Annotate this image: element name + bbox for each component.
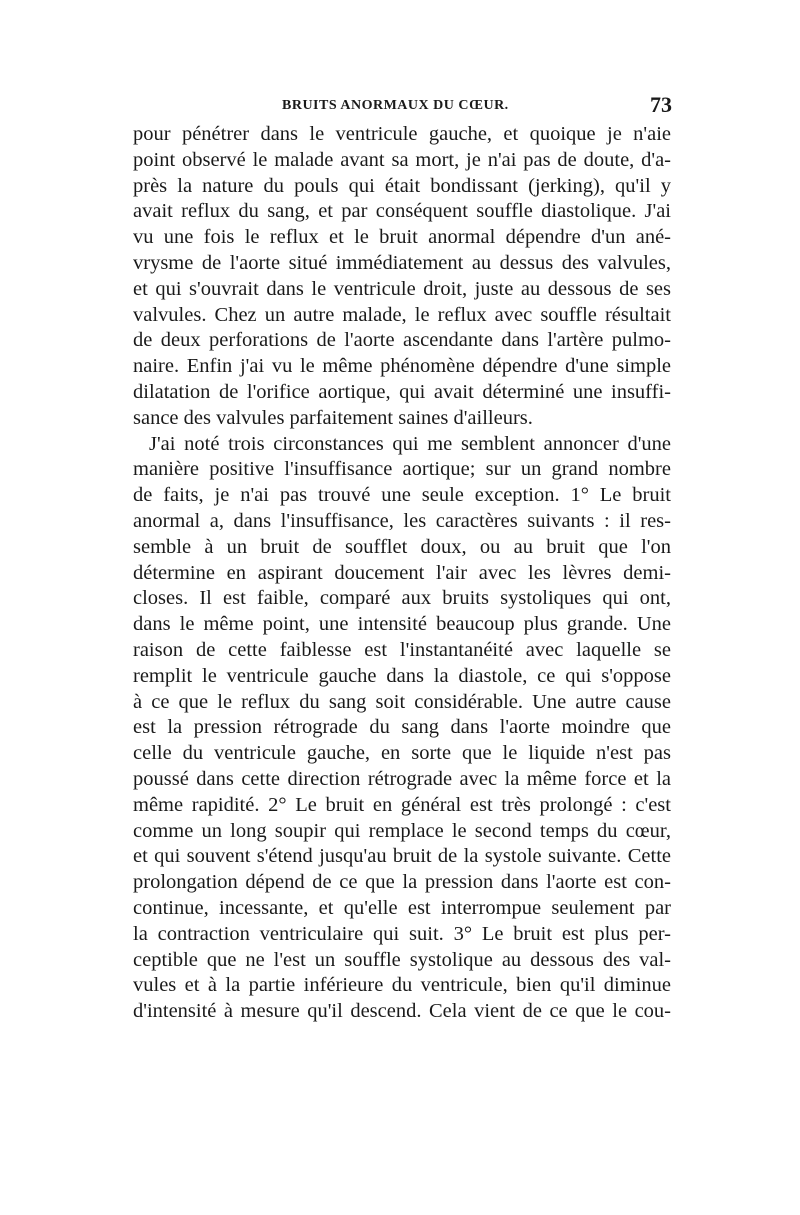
body-text xyxy=(133,122,671,1025)
text-line: vules et à la partie inférieure du ventricule, bien qu'il diminue xyxy=(133,974,671,997)
text-line: remplit le ventricule gauche dans la diastole, ce qui s'oppose xyxy=(133,664,671,687)
text-line: closes. Il est faible, comparé aux bruits systoliques qui ont, xyxy=(133,587,671,610)
text-line: anormal a, dans l'insuffisance, les caractères suivants : il res- xyxy=(133,509,671,532)
running-head xyxy=(132,94,672,118)
text-line: sance des valvules parfaitement saines d'ailleurs. xyxy=(133,406,533,429)
text-line: point observé le malade avant sa mort, je n'ai pas de doute, d'a- xyxy=(133,148,671,171)
text-line: de deux perforations de l'aorte ascendante dans l'artère pulmo- xyxy=(133,329,671,352)
text-line: de faits, je n'ai pas trouvé une seule exception. 1° Le bruit xyxy=(133,484,671,507)
text-line: dilatation de l'orifice aortique, qui avait déterminé une insuffi- xyxy=(133,380,671,403)
text-line: continue, incessante, et qu'elle est interrompue seulement par xyxy=(133,896,671,919)
text-line: et qui souvent s'étend jusqu'au bruit de la systole suivante. Cette xyxy=(133,845,671,868)
page-number: 73 xyxy=(650,92,672,117)
text-line: J'ai noté trois circonstances qui me semblent annoncer d'une xyxy=(149,432,671,455)
text-line: manière positive l'insuffisance aortique; sur un grand nombre xyxy=(133,458,671,481)
text-line: ceptible que ne l'est un souffle systolique au dessous des val- xyxy=(133,948,671,971)
text-line: vu une fois le reflux et le bruit anormal dépendre d'un ané- xyxy=(133,226,671,249)
text-line: comme un long soupir qui remplace le second temps du cœur, xyxy=(133,819,671,842)
text-line: dans le même point, une intensité beaucoup plus grande. Une xyxy=(133,613,671,636)
text-line: près la nature du pouls qui était bondissant (jerking), qu'il y xyxy=(133,174,671,197)
text-line: poussé dans cette direction rétrograde avec la même force et la xyxy=(133,767,671,790)
text-line: et qui s'ouvrait dans le ventricule droit, juste au dessous de ses xyxy=(133,277,671,300)
running-title: BRUITS ANORMAUX DU CŒUR. xyxy=(282,98,509,113)
text-line: détermine en aspirant doucement l'air avec les lèvres demi- xyxy=(133,561,671,584)
text-line: même rapidité. 2° Le bruit en général est très prolongé : c'est xyxy=(133,793,671,816)
text-line: la contraction ventriculaire qui suit. 3° Le bruit est plus per- xyxy=(133,922,671,945)
text-line: naire. Enfin j'ai vu le même phénomène dépendre d'une simple xyxy=(133,355,671,378)
text-line: valvules. Chez un autre malade, le reflux avec souffle résultait xyxy=(133,303,671,326)
text-line: vrysme de l'aorte situé immédiatement au dessus des valvules, xyxy=(133,251,671,274)
text-line: celle du ventricule gauche, en sorte que le liquide n'est pas xyxy=(133,742,671,765)
text-line: avait reflux du sang, et par conséquent souffle diastolique. J'ai xyxy=(133,200,671,223)
text-line: semble à un bruit de soufflet doux, ou au bruit que l'on xyxy=(133,535,671,558)
text-line: est la pression rétrograde du sang dans l'aorte moindre que xyxy=(133,716,671,739)
text-line: pour pénétrer dans le ventricule gauche, et quoique je n'aie xyxy=(133,123,671,145)
text-line: à ce que le reflux du sang soit considérable. Une autre cause xyxy=(133,690,671,713)
text-line: raison de cette faiblesse est l'instantanéité avec laquelle se xyxy=(133,638,671,661)
text-line: d'intensité à mesure qu'il descend. Cela vient de ce que le cou- xyxy=(133,1000,671,1023)
text-line: prolongation dépend de ce que la pression dans l'aorte est con- xyxy=(133,871,671,894)
